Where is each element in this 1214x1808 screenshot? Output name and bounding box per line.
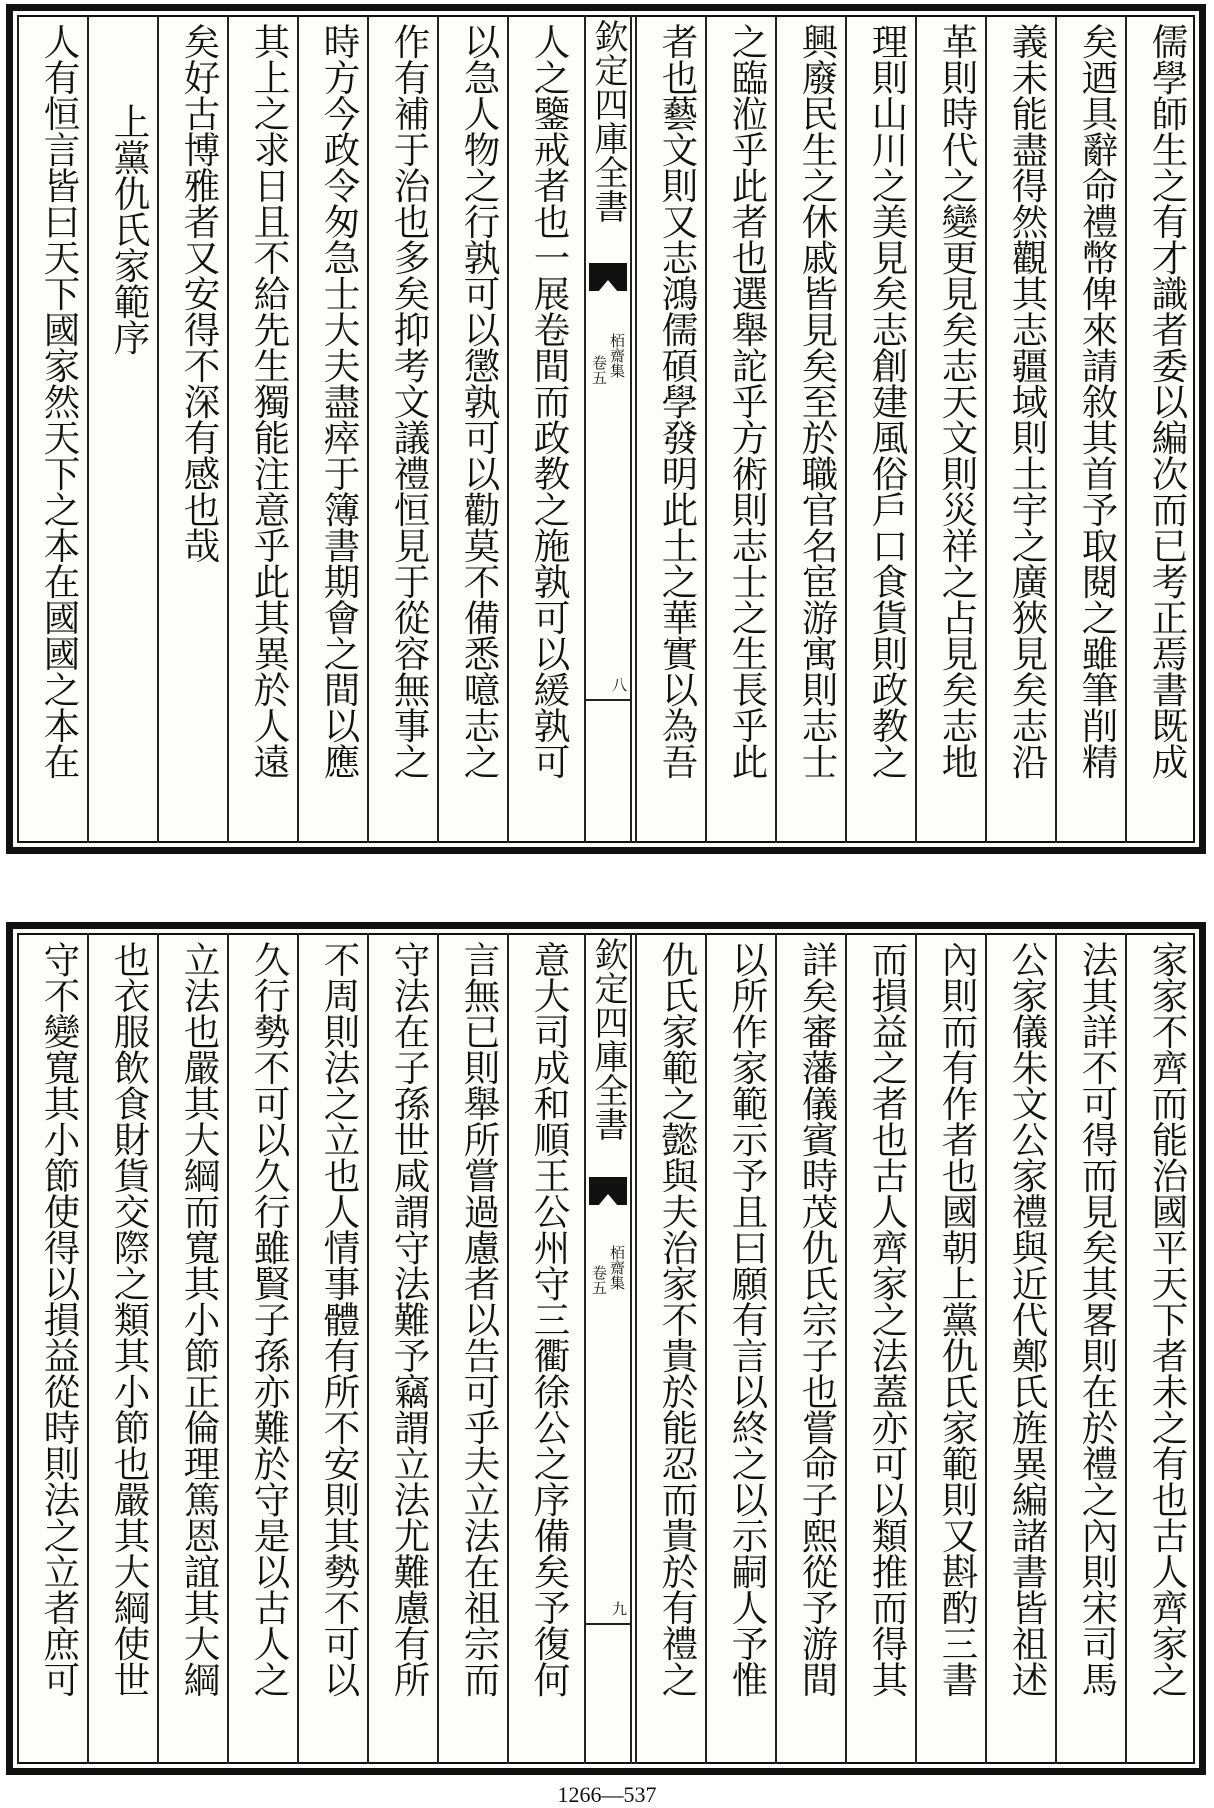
text-column — [227, 933, 297, 1764]
collection-name: 栢齋集 — [608, 333, 626, 378]
column-text: 以所作家範示予且曰願有言以終之以示嗣人予惟 — [726, 941, 769, 1697]
column-text: 久行勢不可以久行雖賢子孫亦難於守是以古人之 — [248, 941, 291, 1697]
page-footer-number: 1266—537 — [557, 1782, 657, 1807]
column-text: 守法在子孫世咸謂守法難予竊謂立法尤難慮有所 — [388, 941, 431, 1697]
column-text: 人有恒言皆曰天下國家然天下之本在國國之本在 — [38, 23, 81, 779]
collection-name: 栢齋集 — [608, 1245, 626, 1290]
bottom-right-half — [635, 933, 1195, 1764]
column-text: 內則而有作者也國朝上黨仇氏家範則又斟酌三書 — [936, 941, 979, 1697]
text-column — [437, 933, 507, 1764]
column-text: 儒學師生之有才識者委以編次而已考正焉書既成 — [1146, 23, 1189, 779]
column-text: 也衣服飲食財貨交際之類其小節也嚴其大綱使世 — [108, 941, 151, 1697]
text-column — [845, 15, 915, 843]
column-text: 立法也嚴其大綱而寬其小節正倫理篤恩誼其大綱 — [178, 941, 221, 1697]
column-text: 其上之求日且不給先生獨能注意乎此其異於人遠 — [248, 23, 291, 779]
column-text: 公家儀朱文公家禮與近代鄭氏旌異編諸書皆祖述 — [1006, 941, 1049, 1697]
text-column — [87, 933, 157, 1764]
column-text: 以急人物之行孰可以懲孰可以勸莫不備悉噫志之 — [458, 23, 501, 779]
text-column — [705, 933, 775, 1764]
column-text: 興廢民生之休戚皆見矣至於職官名宦游寓則志士 — [796, 23, 839, 779]
column-text: 之臨涖乎此者也選舉詑乎方術則志士之生長乎此 — [726, 23, 769, 779]
column-text: 矣迺具辭命禮幣俾來請敘其首予取閱之雖筆削精 — [1076, 23, 1119, 779]
text-column — [1055, 15, 1125, 843]
text-column — [367, 15, 437, 843]
volume-label: 卷五 — [590, 355, 608, 385]
column-text: 革則時代之變更見矣志天文則災祥之占見矣志地 — [936, 23, 979, 779]
bottom-left-half — [17, 933, 577, 1764]
center-margin — [584, 15, 632, 843]
book-title: 欽定四庫全書 — [588, 937, 628, 1141]
volume-label: 卷五 — [590, 1265, 608, 1295]
text-column — [705, 15, 775, 843]
text-column — [635, 15, 705, 843]
text-column — [775, 15, 845, 843]
page-number: 九 — [610, 1601, 628, 1616]
fish-tail-mark — [589, 263, 627, 291]
column-text: 詳矣審藩儀賓時茂仇氏宗子也嘗命子熙從予游間 — [796, 941, 839, 1697]
text-column — [985, 933, 1055, 1764]
text-column — [635, 933, 705, 1764]
fish-tail-line — [586, 699, 630, 701]
text-column — [227, 15, 297, 843]
column-text: 時方今政令匆急士大夫盡瘁于簿書期會之間以應 — [318, 23, 361, 779]
text-column — [775, 933, 845, 1764]
page-number: 八 — [610, 677, 628, 692]
text-column — [367, 933, 437, 1764]
column-text: 守不變寬其小節使得以損益從時則法之立者庶可 — [38, 941, 81, 1697]
text-column — [297, 933, 367, 1764]
text-column — [157, 933, 227, 1764]
top-right-half — [635, 15, 1195, 843]
fish-tail-line — [586, 1623, 630, 1625]
bottom-page — [6, 922, 1206, 1775]
text-column — [915, 933, 985, 1764]
column-text: 家家不齊而能治國平天下者未之有也古人齊家之 — [1146, 941, 1189, 1697]
column-text: 仇氏家範之懿與夫治家不貴於能忍而貴於有禮之 — [656, 941, 699, 1697]
text-column — [437, 15, 507, 843]
column-text: 而損益之者也古人齊家之法蓋亦可以類推而得其 — [866, 941, 909, 1697]
column-text: 法其詳不可得而見矣其畧則在於禮之內則宋司馬 — [1076, 941, 1119, 1697]
center-margin — [584, 933, 632, 1764]
column-text: 不周則法之立也人情事體有所不安則其勢不可以 — [318, 941, 361, 1697]
fish-tail-mark — [589, 1177, 627, 1205]
column-text: 義未能盡得然觀其志疆域則土宇之廣狹見矣志沿 — [1006, 23, 1049, 779]
text-column — [845, 933, 915, 1764]
column-text: 矣好古博雅者又安得不深有感也哉 — [178, 23, 221, 563]
text-column — [915, 15, 985, 843]
column-text: 言無已則舉所嘗過慮者以告可乎夫立法在祖宗而 — [458, 941, 501, 1697]
column-text: 理則山川之美見矣志創建風俗戶口食貨則政教之 — [866, 23, 909, 779]
column-text: 上黨仇氏家範序 — [108, 103, 151, 355]
top-page — [6, 4, 1206, 854]
text-column — [1125, 15, 1195, 843]
text-column — [1055, 933, 1125, 1764]
top-left-half — [17, 15, 577, 843]
text-column — [1125, 933, 1195, 1764]
column-text: 作有補于治也多矣抑考文議禮恒見于從容無事之 — [388, 23, 431, 779]
text-column — [87, 15, 157, 843]
text-column — [507, 933, 577, 1764]
text-column — [17, 15, 87, 843]
text-column — [297, 15, 367, 843]
text-column — [17, 933, 87, 1764]
text-column — [507, 15, 577, 843]
column-text: 者也藝文則又志鴻儒碩學發明此土之華實以為吾 — [656, 23, 699, 779]
column-text: 意大司成和順王公州守三衢徐公之序備矣予復何 — [528, 941, 571, 1697]
book-title: 欽定四庫全書 — [588, 19, 628, 223]
text-column — [157, 15, 227, 843]
text-column — [985, 15, 1055, 843]
column-text: 人之鑒戒者也一展卷間而政教之施孰可以緩孰可 — [528, 23, 571, 779]
